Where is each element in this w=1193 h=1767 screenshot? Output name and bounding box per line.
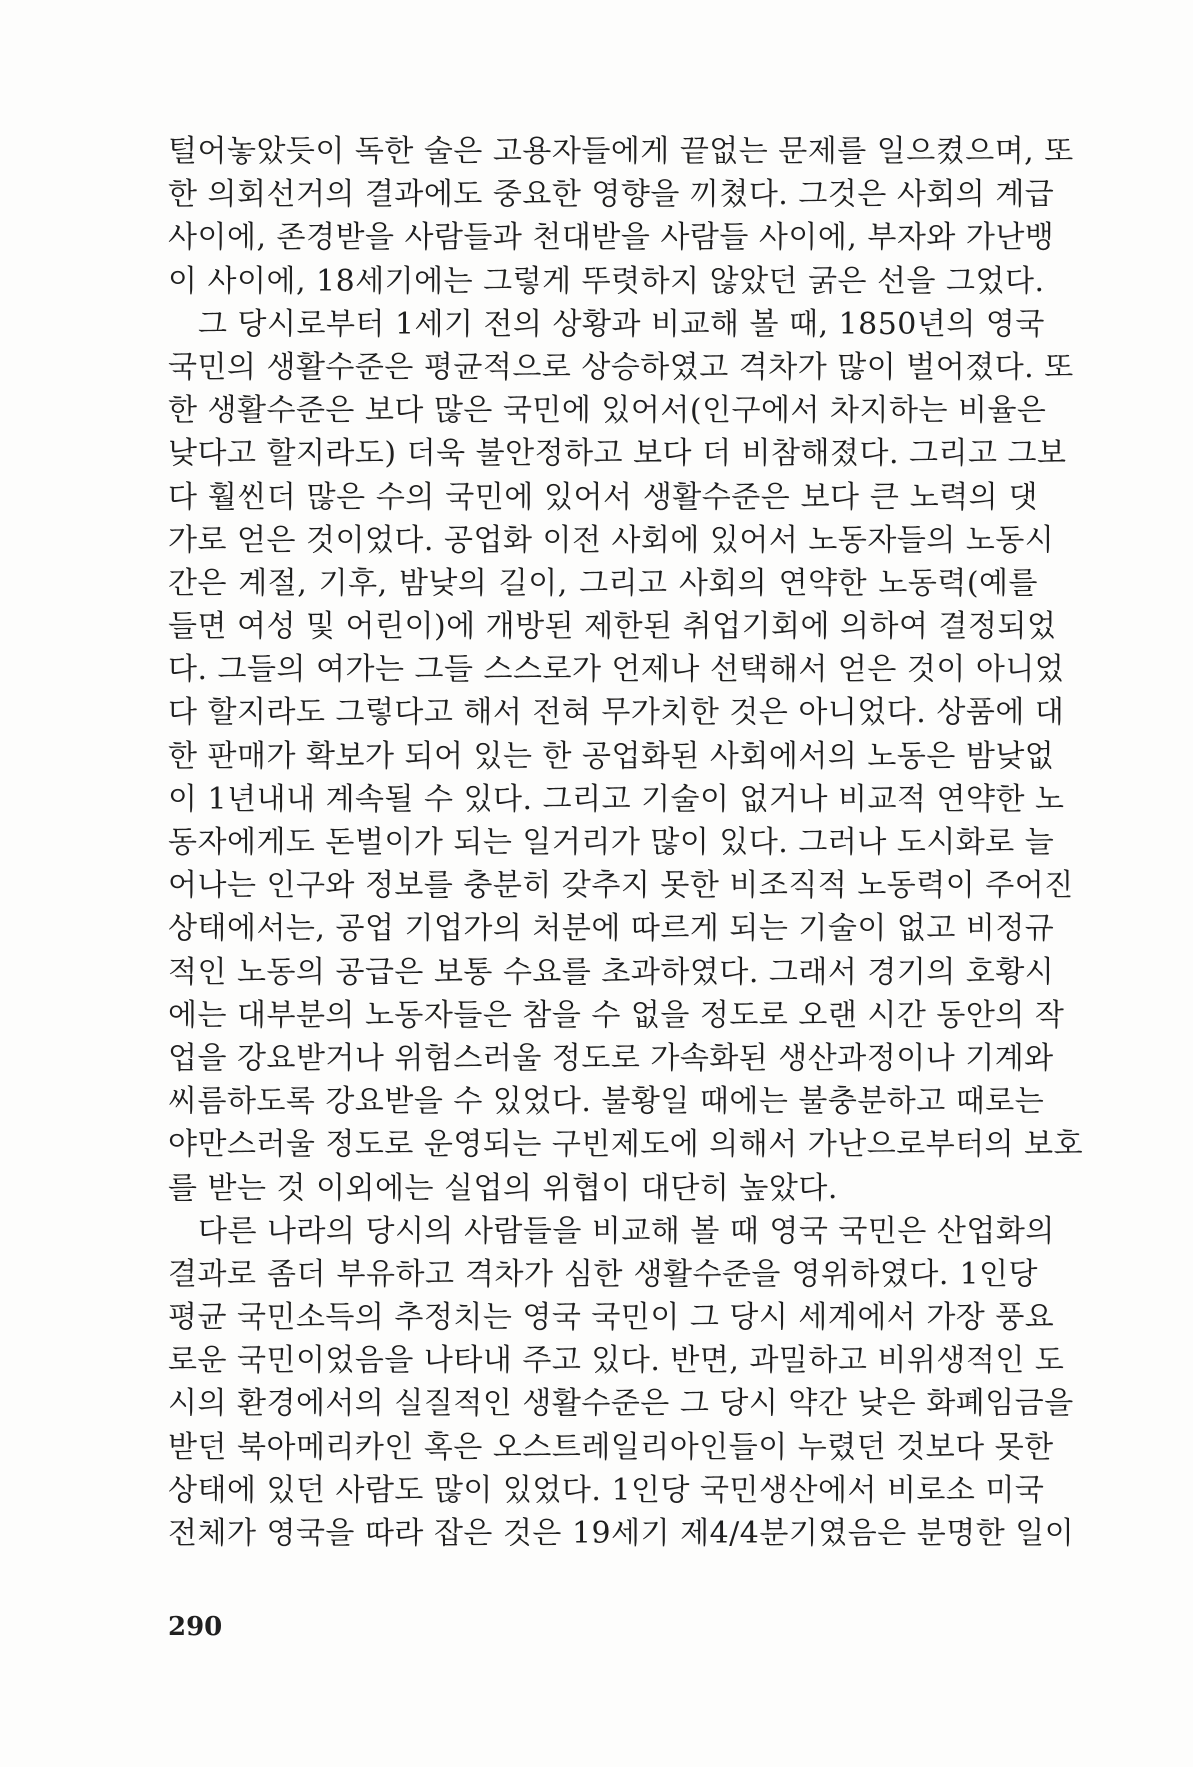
text-line: 국민의 생활수준은 평균적으로 상승하였고 격차가 많이 벌어졌다. 또 [168,349,1074,385]
text-line: 적인 노동의 공급은 보통 수요를 초과하였다. 그래서 경기의 호황시 [168,954,1055,990]
text-line: 시의 환경에서의 실질적인 생활수준은 그 당시 약간 낮은 화폐임금을 [168,1386,1074,1422]
text-line: 에는 대부분의 노동자들은 참을 수 없을 정도로 오랜 시간 동안의 작 [168,997,1065,1033]
body-text [168,130,1084,1555]
text-line: 평균 국민소득의 추정치는 영국 국민이 그 당시 세계에서 가장 풍요 [168,1300,1055,1336]
text-line: 받던 북아메리카인 혹은 오스트레일리아인들이 누렸던 것보다 못한 [168,1429,1054,1465]
text-line: 다 할지라도 그렇다고 해서 전혀 무가치한 것은 아니었다. 상품에 대 [168,695,1065,731]
text-line: 낮다고 할지라도) 더욱 불안정하고 보다 더 비참해졌다. 그리고 그보 [168,436,1067,472]
text-line: 이 사이에, 18세기에는 그렇게 뚜렷하지 않았던 굵은 선을 그었다. [168,263,1045,299]
text-line: 씨름하도록 강요받을 수 있었다. 불황일 때에는 불충분하고 때로는 [168,1084,1045,1120]
text-line: 그 당시로부터 1세기 전의 상황과 비교해 볼 때, 1850년의 영국 [198,306,1045,342]
text-line: 한 의회선거의 결과에도 중요한 영향을 끼쳤다. 그것은 사회의 계급 [168,177,1055,213]
text-line: 사이에, 존경받을 사람들과 천대받을 사람들 사이에, 부자와 가난뱅 [168,220,1055,256]
text-line: 결과로 좀더 부유하고 격차가 심한 생활수준을 영위하였다. 1인당 [168,1256,1038,1292]
text-line: 다른 나라의 당시의 사람들을 비교해 볼 때 영국 국민은 산업화의 [198,1213,1055,1249]
text-line: 상태에 있던 사람도 많이 있었다. 1인당 국민생산에서 비로소 미국 [168,1472,1045,1508]
text-line: 한 판매가 확보가 되어 있는 한 공업화된 사회에서의 노동은 밤낮없 [168,738,1055,774]
text-line: 전체가 영국을 따라 잡은 것은 19세기 제4/4분기였음은 분명한 일이 [168,1516,1075,1551]
text-line: 로운 국민이었음을 나타내 주고 있다. 반면, 과밀하고 비위생적인 도 [168,1343,1065,1379]
text-line: 이 1년내내 계속될 수 있다. 그리고 기술이 없거나 비교적 연약한 노 [168,781,1065,817]
page-number: 290 [168,1612,223,1642]
text-line: 를 받는 것 이외에는 실업의 위협이 대단히 높았다. [168,1170,838,1206]
text-line: 털어놓았듯이 독한 술은 고용자들에게 끝없는 문제를 일으켰으며, 또 [168,134,1074,169]
text-line: 다 훨씬더 많은 수의 국민에 있어서 생활수준은 보다 큰 노력의 댓 [168,479,1038,515]
text-line: 야만스러울 정도로 운영되는 구빈제도에 의해서 가난으로부터의 보호 [168,1127,1084,1163]
text-line: 가로 얻은 것이었다. 공업화 이전 사회에 있어서 노동자들의 노동시 [168,522,1055,558]
text-line: 간은 계절, 기후, 밤낮의 길이, 그리고 사회의 연약한 노동력(예를 [168,565,1038,601]
text-line: 한 생활수준은 보다 많은 국민에 있어서(인구에서 차지하는 비율은 [168,393,1047,429]
text-line: 들면 여성 및 어린이)에 개방된 제한된 취업기회에 의하여 결정되었 [168,609,1057,645]
text-line: 상태에서는, 공업 기업가의 처분에 따르게 되는 기술이 없고 비정규 [168,911,1055,947]
text-line: 동자에게도 돈벌이가 되는 일거리가 많이 있다. 그러나 도시화로 늘 [168,825,1055,860]
text-line: 업을 강요받거나 위험스러울 정도로 가속화된 생산과정이나 기계와 [168,1040,1054,1076]
text-line: 어나는 인구와 정보를 충분히 갖추지 못한 비조직적 노동력이 주어진 [168,868,1074,904]
text-line: 다. 그들의 여가는 그들 스스로가 언제나 선택해서 얻은 것이 아니었 [168,652,1065,688]
